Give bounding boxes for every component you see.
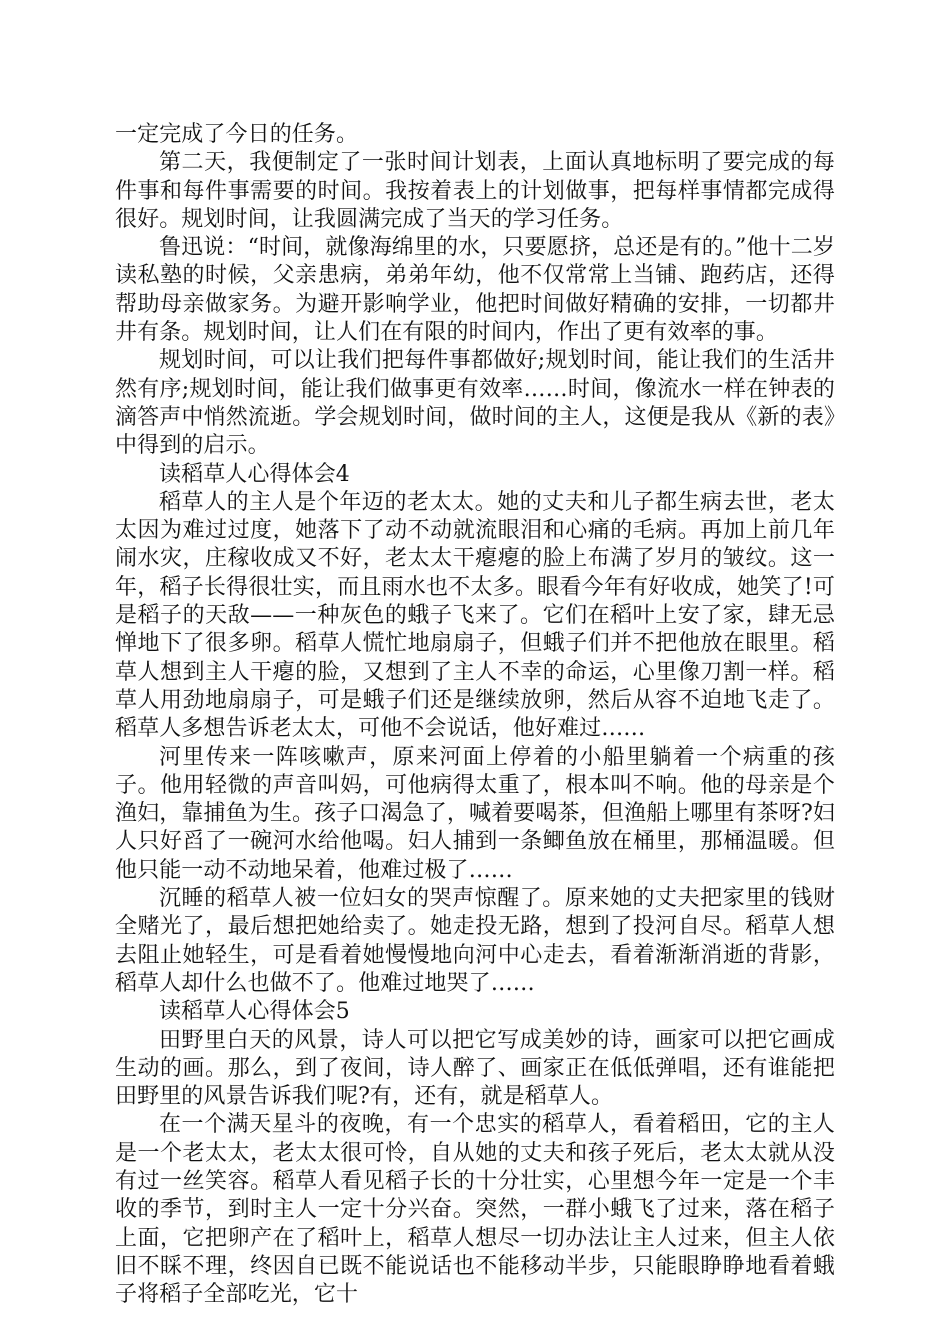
paragraph-4: 规划时间，可以让我们把每件事都做好;规划时间，能让我们的生活井然有序;规划时间，能让我们做事更有效率……时间，像流水一样在钟表的滴答声中悄然流逝。学会规划时间，做时间的主人，这便是我从《新的表》中得到的启示。 xyxy=(115,348,835,459)
paragraph-1: 一定完成了今日的任务。 xyxy=(115,122,359,147)
section-heading-4: 读稻草人心得体会4 xyxy=(159,461,350,487)
paragraph-7: 沉睡的稻草人被一位妇女的哭声惊醒了。原来她的丈夫把家里的钱财全赌光了，最后想把她给卖了。她走投无路，想到了投河自尽。稻草人想去阻止她轻生，可是看着她慢慢地向河中心走去，看着渐渐消逝的背影，稻草人却什么也做不了。他难过地哭了…… xyxy=(115,886,835,996)
paragraph-9: 在一个满天星斗的夜晚，有一个忠实的稻草人，看着稻田，它的主人是一个老太太，老太太很可怜，自从她的丈夫和孩子死后，老太太就从没有过一丝笑容。稻草人看见稻子长的十分壮实，心里想今年一定是一个丰收的季节，到时主人一定十分兴奋。突然，一群小蛾飞了过来，落在稻子上面，它把卵产在了稻叶上，稻草人想尽一切办法让主人过来，但主人依旧不睬不理，终因自已既不能说话也不能移动半步，只能眼睁睁地看着蛾子将稻子全部吃光，它十 xyxy=(115,1112,835,1308)
paragraph-8: 田野里白天的风景，诗人可以把它写成美妙的诗，画家可以把它画成生动的画。那么，到了夜间，诗人醉了、画家正在低低弹唱，还有谁能把田野里的风景告诉我们呢?有，还有，就是稻草人。 xyxy=(115,1027,835,1110)
section-heading-5: 读稻草人心得体会5 xyxy=(159,999,350,1025)
paragraph-5: 稻草人的主人是个年迈的老太太。她的丈夫和儿子都生病去世，老太太因为难过过度，她落下了动不动就流眼泪和心痛的毛病。再加上前几年闹水灾，庄稼收成又不好，老太太干瘪瘪的脸上布满了岁月的皱纹。这一年，稻子长得很壮实，而且雨水也不太多。眼看今年有好收成，她笑了!可是稻子的天敌——一种灰色的蛾子飞来了。它们在稻叶上安了家，肆无忌惮地下了很多卵。稻草人慌忙地扇扇子，但蛾子们并不把他放在眼里。稻草人想到主人干瘪的脸，又想到了主人不幸的命运，心里像刀割一样。稻草人用劲地扇扇子，可是蛾子们还是继续放卵，然后从容不迫地飞走了。稻草人多想告诉老太太，可他不会说话，他好难过…… xyxy=(115,489,835,742)
paragraph-2: 第二天，我便制定了一张时间计划表，上面认真地标明了要完成的每件事和每件事需要的时间。我按着表上的计划做事，把每样事情都完成得很好。规划时间，让我圆满完成了当天的学习任务。 xyxy=(115,150,835,232)
document-page xyxy=(115,121,835,1309)
paragraph-3: 鲁迅说：“时间，就像海绵里的水，只要愿挤，总还是有的。”他十二岁读私塾的时候，父亲患病，弟弟年幼，他不仅常常上当铺、跑药店，还得帮助母亲做家务。为避开影响学业，他把时间做好精确的安排，一切都井井有条。规划时间，让人们在有限的时间内，作出了更有效率的事。 xyxy=(115,235,835,346)
paragraph-6: 河里传来一阵咳嗽声，原来河面上停着的小船里躺着一个病重的孩子。他用轻微的声音叫妈，可他病得太重了，根本叫不响。他的母亲是个渔妇，靠捕鱼为生。孩子口渴急了，喊着要喝茶，但渔船上哪里有茶呀?妇人只好舀了一碗河水给他喝。妇人捕到一条鲫鱼放在桶里，那桶温暖。但他只能一动不动地呆着，他难过极了…… xyxy=(115,744,835,883)
